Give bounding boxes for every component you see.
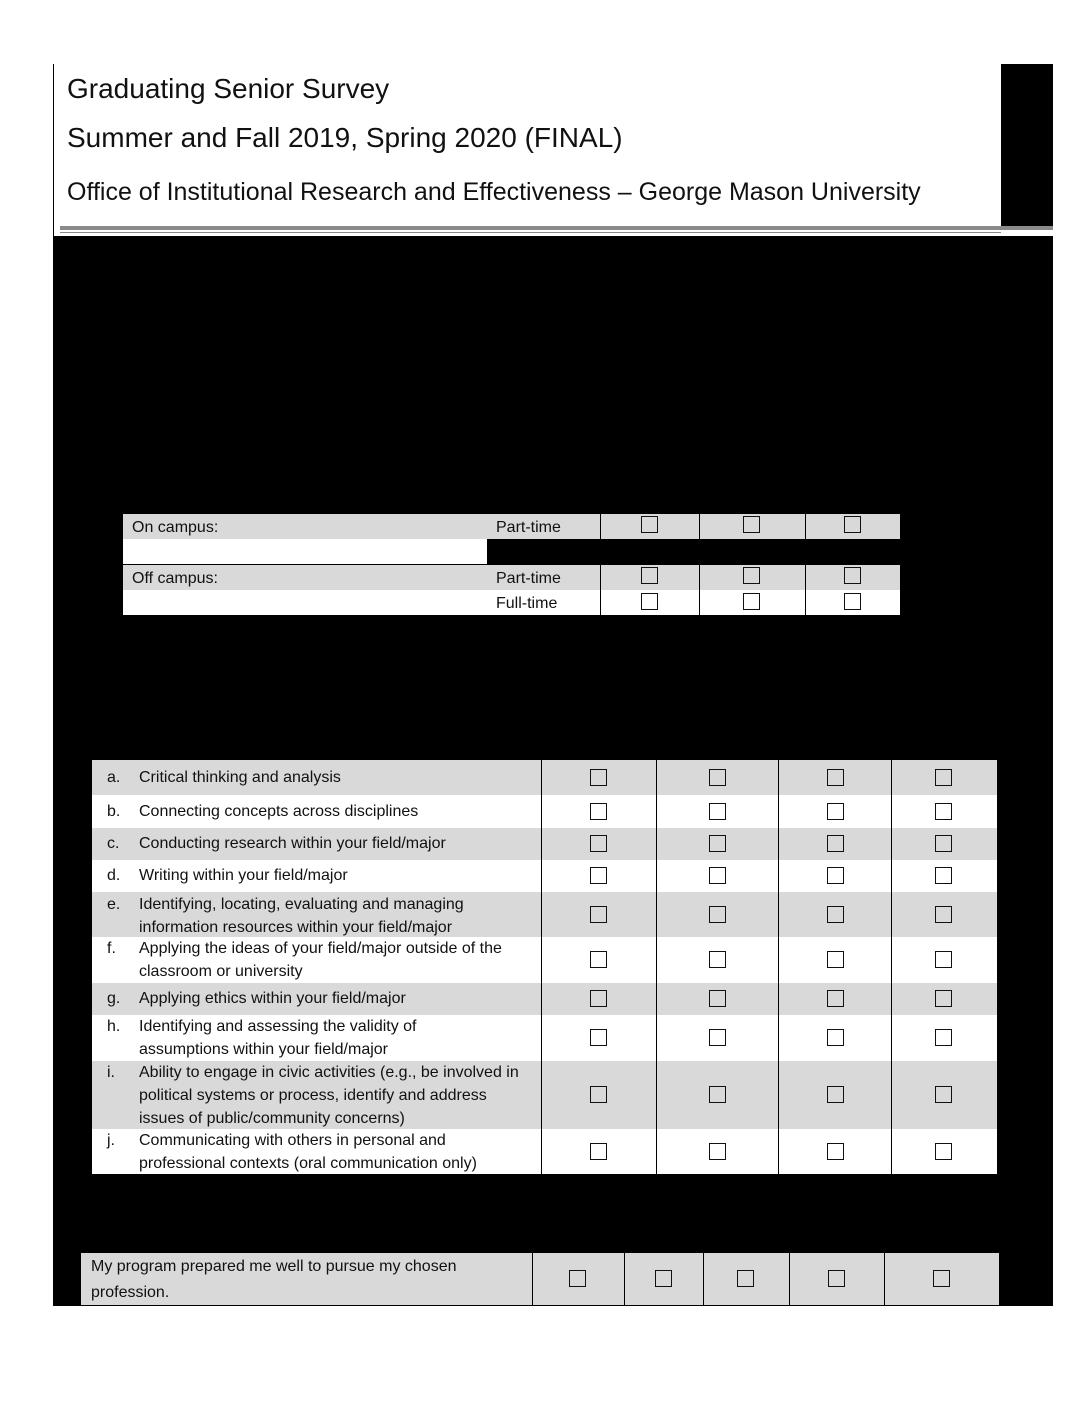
employment-type-label: Part-time (496, 519, 561, 536)
checkbox[interactable] (827, 906, 844, 923)
employment-row-location (123, 565, 487, 590)
checkbox[interactable] (935, 803, 952, 820)
checkbox[interactable] (590, 990, 607, 1007)
checkbox[interactable] (709, 1029, 726, 1046)
column-divider (805, 514, 806, 539)
column-divider (656, 760, 657, 1174)
checkbox[interactable] (709, 769, 726, 786)
employment-type-label: Full-time (496, 595, 558, 612)
column-divider (891, 760, 892, 1174)
checkbox[interactable] (709, 906, 726, 923)
checkbox[interactable] (827, 769, 844, 786)
checkbox[interactable] (590, 1029, 607, 1046)
checkbox[interactable] (935, 769, 952, 786)
column-divider (789, 1253, 790, 1305)
checkbox[interactable] (709, 1143, 726, 1160)
checkbox[interactable] (844, 516, 861, 533)
checkbox[interactable] (935, 867, 952, 884)
column-divider (624, 1253, 625, 1305)
checkbox[interactable] (827, 1086, 844, 1103)
checkbox[interactable] (935, 1029, 952, 1046)
checkbox[interactable] (827, 951, 844, 968)
checkbox[interactable] (743, 593, 760, 610)
checkbox[interactable] (935, 990, 952, 1007)
location-label: On campus: (132, 519, 219, 536)
column-divider (884, 1253, 885, 1305)
redaction-block (1001, 64, 1053, 228)
checkbox[interactable] (844, 593, 861, 610)
checkbox[interactable] (844, 567, 861, 584)
item-letter: j. (107, 1132, 115, 1149)
checkbox[interactable] (933, 1270, 950, 1287)
checkbox[interactable] (641, 567, 658, 584)
header-left-rule (53, 64, 54, 236)
checkbox[interactable] (827, 867, 844, 884)
column-divider (600, 590, 601, 615)
item-text: Writing within your field/major (139, 867, 348, 884)
survey-term: Summer and Fall 2019, Spring 2020 (FINAL) (67, 122, 623, 153)
checkbox[interactable] (935, 951, 952, 968)
survey-title: Graduating Senior Survey (67, 73, 390, 104)
item-letter: b. (107, 803, 121, 820)
checkbox[interactable] (590, 951, 607, 968)
checkbox[interactable] (828, 1270, 845, 1287)
item-letter: f. (107, 940, 116, 957)
item-letter: d. (107, 867, 121, 884)
item-text: Identifying, locating, evaluating and managing information resources within your field/major (139, 896, 464, 936)
item-text: Critical thinking and analysis (139, 769, 341, 786)
checkbox[interactable] (935, 1143, 952, 1160)
item-text: Applying ethics within your field/major (139, 990, 406, 1007)
item-text: Identifying and assessing the validity of assumptions within your field/major (139, 1018, 417, 1058)
checkbox[interactable] (709, 867, 726, 884)
column-divider (778, 760, 779, 1174)
checkbox[interactable] (709, 835, 726, 852)
employment-row-type (487, 514, 600, 539)
column-divider (600, 565, 601, 590)
location-label: Off campus: (132, 570, 218, 587)
checkbox[interactable] (709, 1086, 726, 1103)
header-divider (60, 226, 1053, 230)
column-divider (532, 1253, 533, 1305)
column-divider (541, 760, 542, 1174)
item-text: Applying the ideas of your field/major outside of the classroom or university (139, 940, 502, 980)
checkbox[interactable] (827, 1143, 844, 1160)
column-divider (805, 565, 806, 590)
item-text: Conducting research within your field/major (139, 835, 446, 852)
employment-row-blank (123, 539, 487, 564)
checkbox[interactable] (590, 867, 607, 884)
checkbox[interactable] (827, 835, 844, 852)
checkbox[interactable] (827, 1029, 844, 1046)
item-letter: c. (107, 835, 120, 852)
checkbox[interactable] (590, 803, 607, 820)
checkbox[interactable] (590, 1143, 607, 1160)
item-letter: g. (107, 990, 121, 1007)
item-letter: h. (107, 1018, 121, 1035)
column-divider (699, 590, 700, 615)
checkbox[interactable] (641, 516, 658, 533)
checkbox[interactable] (590, 835, 607, 852)
item-text: Communicating with others in personal and professional contexts (oral communication only) (139, 1132, 477, 1172)
checkbox[interactable] (737, 1270, 754, 1287)
checkbox[interactable] (709, 990, 726, 1007)
checkbox[interactable] (641, 593, 658, 610)
item-letter: a. (107, 769, 121, 786)
employment-type-label: Part-time (496, 570, 561, 587)
checkbox[interactable] (935, 906, 952, 923)
column-divider (805, 590, 806, 615)
checkbox[interactable] (827, 803, 844, 820)
item-text: Ability to engage in civic activities (e.g., be involved in political systems or process, identify and address issues of public/community concerns) (139, 1064, 519, 1127)
checkbox[interactable] (590, 906, 607, 923)
item-text: Connecting concepts across disciplines (139, 803, 419, 820)
column-divider (703, 1253, 704, 1305)
employment-row-location (123, 514, 487, 539)
program-statement: My program prepared me well to pursue my chosen profession. (91, 1258, 457, 1301)
checkbox[interactable] (590, 1086, 607, 1103)
item-letter: e. (107, 896, 121, 913)
checkbox[interactable] (709, 803, 726, 820)
column-divider (699, 514, 700, 539)
checkbox[interactable] (743, 567, 760, 584)
checkbox[interactable] (709, 951, 726, 968)
employment-row-location (123, 590, 487, 615)
redaction-block (487, 539, 900, 564)
column-divider (600, 514, 601, 539)
checkbox[interactable] (569, 1270, 586, 1287)
header-divider-thin (60, 232, 1001, 233)
office-name: Office of Institutional Research and Effectiveness – George Mason University (67, 178, 921, 206)
checkbox[interactable] (935, 835, 952, 852)
checkbox[interactable] (590, 769, 607, 786)
column-divider (699, 565, 700, 590)
checkbox[interactable] (935, 1086, 952, 1103)
checkbox[interactable] (743, 516, 760, 533)
employment-row-type (487, 565, 600, 590)
checkbox[interactable] (827, 990, 844, 1007)
item-letter: i. (107, 1064, 115, 1081)
checkbox[interactable] (655, 1270, 672, 1287)
employment-row-type (487, 590, 600, 615)
